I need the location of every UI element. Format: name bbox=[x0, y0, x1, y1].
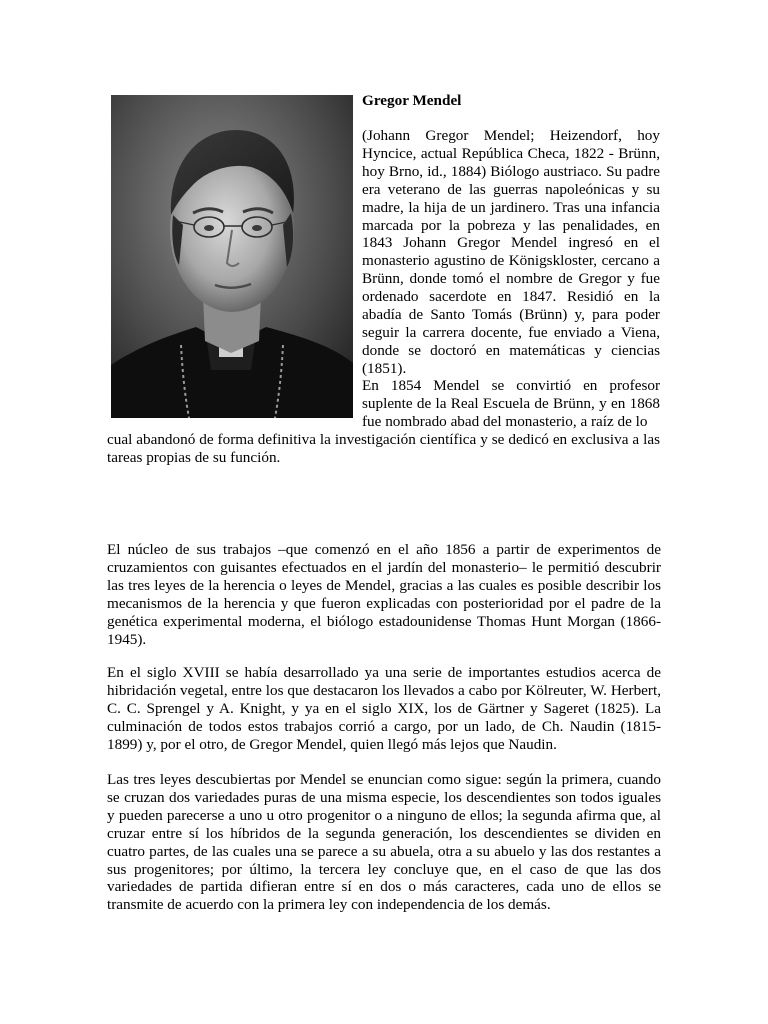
bio-second-paragraph-end: cual abandonó de forma definitiva la investigación científica y se dedicó en exclusiva a las tareas propias de su función. bbox=[107, 431, 660, 466]
bio-second-paragraph-start: En 1854 Mendel se convirtió en profesor suplente de la Real Escuela de Brünn, y en 1868 fue nombrado abad del monasterio, a raíz de lo bbox=[362, 377, 660, 430]
body-paragraph-3: Las tres leyes descubiertas por Mendel se enuncian como sigue: según la primera, cuando se cruzan dos variedades puras de una misma especie, los descendientes son todos iguales y pueden parecerse a uno u otro progenitor o a ninguno de ellos; la segunda afirma que, al cruzar entre sí los híbridos de la segunda generación, los descendientes se dividen en cuatro partes, de las cuales una se parece a su abuela, otra a su abuelo y las dos restantes a sus progenitores; por último, la tercera ley concluye que, en el caso de que las dos variedades de partida difieran entre sí en dos o más caracteres, cada uno de ellos se transmite de acuerdo con la primera ley con independencia de los demás. bbox=[107, 771, 661, 914]
portrait-illustration bbox=[111, 95, 353, 418]
bio-intro-paragraph: (Johann Gregor Mendel; Heizendorf, hoy Hyncice, actual República Checa, 1822 - Brünn, hoy Brno, id., 1884) Biólogo austriaco. Su padre era veterano de las guerras napoleónicas y su madre, la hija de un jardinero. Tras una infancia marcada por la pobreza y las penalidades, en 1843 Johann Gregor Mendel ingresó en el monasterio agustino de Königskloster, cercano a Brünn, donde tomó el nombre de Gregor y fue ordenado sacerdote en 1847. Residió en la abadía de Santo Tomás (Brünn) y, para poder seguir la carrera docente, fue enviado a Viena, donde se doctoró en matemáticas y ciencias (1851). bbox=[362, 127, 660, 377]
body-paragraph-1: El núcleo de sus trabajos –que comenzó en el año 1856 a partir de experimentos de cruzamientos con guisantes efectuados en el jardín del monasterio– le permitió descubrir las tres leyes de la herencia o leyes de Mendel, gracias a las cuales es posible describir los mecanismos de la herencia y que fueron explicadas con posterioridad por el padre de la genética experimental moderna, el biólogo estadounidense Thomas Hunt Morgan (1866-1945). bbox=[107, 541, 661, 648]
page-title: Gregor Mendel bbox=[362, 92, 462, 109]
portrait-photo bbox=[111, 95, 353, 418]
body-paragraph-2: En el siglo XVIII se había desarrollado ya una serie de importantes estudios acerca de hibridación vegetal, entre los que destacaron los llevados a cabo por Kölreuter, W. Herbert, C. C. Sprengel y A. Knight, y ya en el siglo XIX, los de Gärtner y Sageret (1825). La culminación de todos estos trabajos corrió a cargo, por un lado, de Ch. Naudin (1815-1899) y, por el otro, de Gregor Mendel, quien llegó más lejos que Naudin. bbox=[107, 664, 661, 753]
